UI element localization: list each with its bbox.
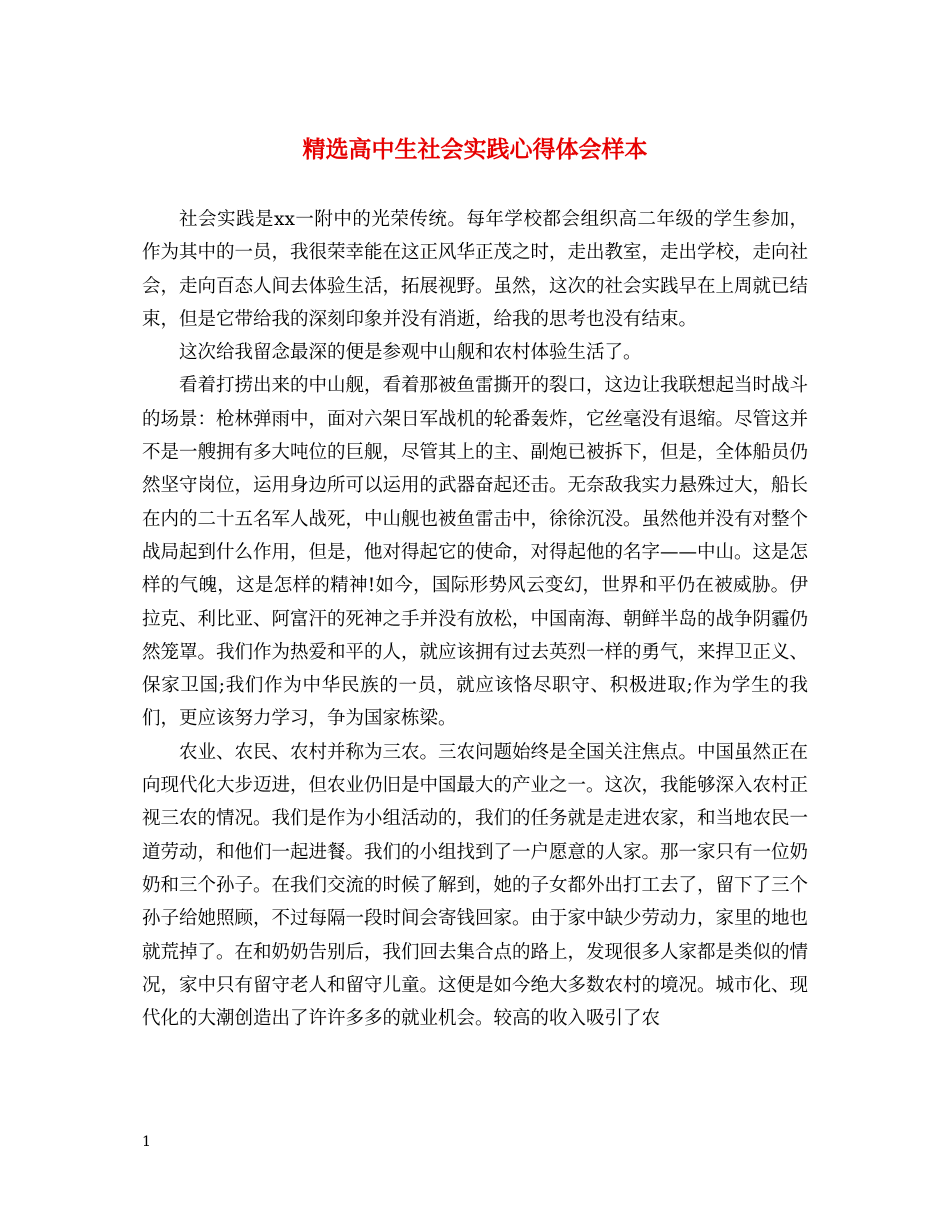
paragraph: 看着打捞出来的中山舰，看着那被鱼雷撕开的裂口，这边让我联想起当时战斗的场景：枪林弹雨中，面对六架日军战机的轮番轰炸，它丝毫没有退缩。尽管这并不是一艘拥有多大吨位的巨舰，尽管其上的主、副炮已被拆下，但是，全体船员仍然坚守岗位，运用身边所可以运用的武器奋起还击。无奈敌我实力悬殊过大，船长在内的二十五名军人战死，中山舰也被鱼雷击中，徐徐沉没。虽然他并没有对整个战局起到什么作用，但是，他对得起它的使命，对得起他的名字——中山。这是怎样的气魄，这是怎样的精神!如今，国际形势风云变幻，世界和平仍在被威胁。伊拉克、利比亚、阿富汗的死神之手并没有放松，中国南海、朝鲜半岛的战争阴霾仍然笼罩。我们作为热爱和平的人，就应该拥有过去英烈一样的勇气，来捍卫正义、保家卫国;我们作为中华民族的一员，就应该恪尽职守、积极进取;作为学生的我们，更应该努力学习，争为国家栋梁。 bbox=[142, 375, 809, 730]
paragraph: 这次给我留念最深的便是参观中山舰和农村体验生活了。 bbox=[179, 342, 642, 364]
paragraph: 农业、农民、农村并称为三农。三农问题始终是全国关注焦点。中国虽然正在向现代化大步迈进，但农业仍旧是中国最大的产业之一。这次，我能够深入农村正视三农的情况。我们是作为小组活动的，我们的任务就是走进农家，和当地农民一道劳动，和他们一起进餐。我们的小组找到了一户愿意的人家。那一家只有一位奶奶和三个孙子。在我们交流的时候了解到，她的子女都外出打工去了，留下了三个孙子给她照顾，不过每隔一段时间会寄钱回家。由于家中缺少劳动力，家里的地也就荒掉了。在和奶奶告别后，我们回去集合点的路上，发现很多人家都是类似的情况，家中只有留守老人和留守儿童。这便是如今绝大多数农村的境况。城市化、现代化的大潮创造出了许许多多的就业机会。较高的收入吸引了农 bbox=[142, 741, 809, 1030]
document-body bbox=[142, 203, 808, 1035]
document-title: 精选高中生社会实践心得体会样本 bbox=[302, 136, 648, 163]
paragraph: 社会实践是xx一附中的光荣传统。每年学校都会组织高二年级的学生参加，作为其中的一员，我很荣幸能在这正风华正茂之时，走出教室，走出学校，走向社会，走向百态人间去体验生活，拓展视野。虽然，这次的社会实践早在上周就已结束，但是它带给我的深刻印象并没有消逝，给我的思考也没有结束。 bbox=[142, 209, 809, 330]
page-number: 1 bbox=[142, 1134, 151, 1150]
